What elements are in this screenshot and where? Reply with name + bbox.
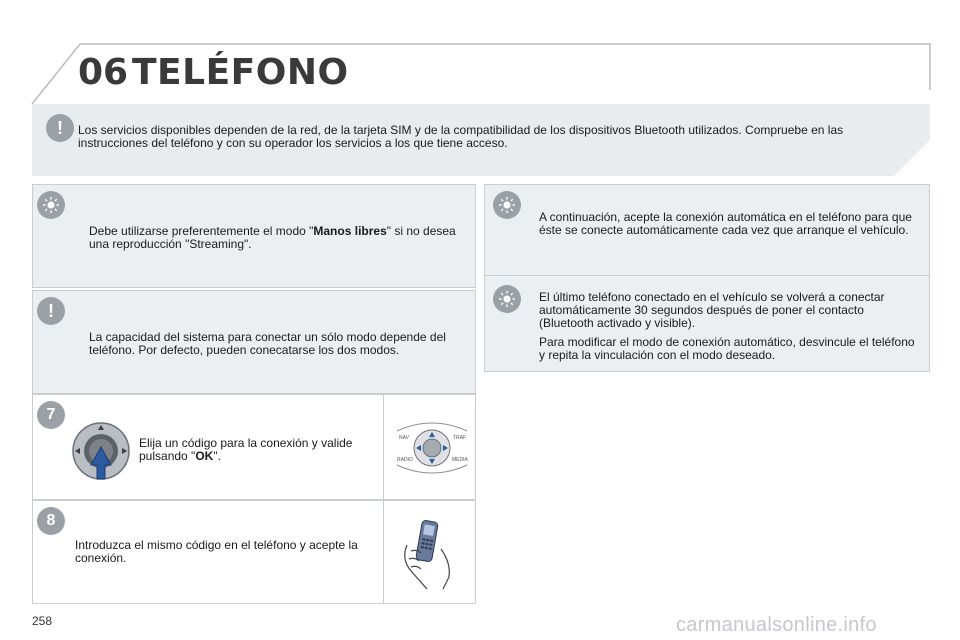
warning-text-capacity: La capacidad del sistema para conectar un sólo modo depende del teléfono. Por defecto, pueden conecatarse los dos modos. [89,330,446,357]
bold-manos-libres: Manos libres [313,224,387,238]
lightbulb-icon [37,191,65,219]
tip-paragraph-1: El último teléfono conectado en el vehículo se volverá a conectar automáticamente 30 segundos después de poner el contacto (Bluetooth activado y visible). [539,290,885,330]
page-number: 258 [32,614,53,628]
watermark: carmanualsonline.info [676,614,877,636]
step-text-8: Introduzca el mismo código en el teléfono y acepte la conexión. [75,538,358,565]
tip-text-hands-free: Debe utilizarse preferentemente el modo "Manos libres" si no desea una reproducción "Streaming". [89,224,456,251]
traf-label: TRAF [453,435,467,441]
hand-phone-icon [397,515,461,593]
control-panel-icon [393,409,471,487]
step-text-7: Elija un código para la conexión y valide pulsando "OK". [139,436,353,463]
step-number-badge: 7 [37,401,65,429]
warning-panel-capacity [32,290,476,394]
panel-divider [485,275,929,276]
lightbulb-icon [493,191,521,219]
rotary-knob-icon [69,419,133,483]
warning-banner [32,104,930,176]
chapter-title: TELÉFONO [132,52,349,93]
bold-ok: OK [195,449,214,463]
panel-divider [383,395,384,499]
step-panel-7 [32,394,476,500]
tip-panel-hands-free [32,184,476,288]
page-fold [894,140,930,176]
warning-icon: ! [46,114,74,142]
nav-label: NAV [399,435,409,441]
warning-text: Los servicios disponibles dependen de la red, de la tarjeta SIM y de la compatibilidad de los dispositivos Bluetooth utilizados. Compruebe en las instrucciones del teléfono y con su operador los servicios a los que tiene acceso. [78,123,844,150]
step-panel-8 [32,500,476,604]
tip-text-last-phone [539,291,921,362]
radio-label: RADIO [397,457,413,463]
tip-paragraph-2: Para modificar el modo de conexión automático, desvincule el teléfono y repita la vinculación con el modo deseado. [539,335,915,362]
panel-divider [383,501,384,603]
step-number-badge: 8 [37,507,65,535]
tip-text-auto-connect: A continuación, acepte la conexión automática en el teléfono para que éste se conecte automáticamente cada vez que arranque el vehículo. [539,210,912,237]
lightbulb-icon [493,285,521,313]
chapter-number: 06 [78,52,129,93]
warning-icon: ! [37,297,65,325]
media-label: MEDIA [452,457,468,463]
tip-panel-auto-connect [484,184,930,372]
